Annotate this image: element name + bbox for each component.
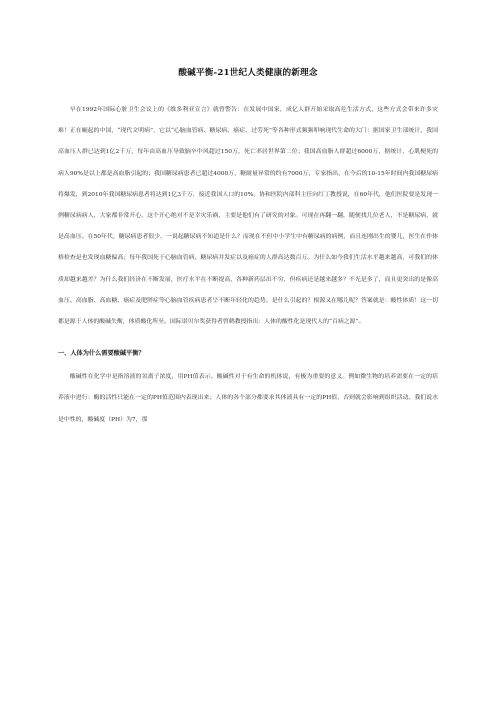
section-paragraph: 酸碱性在化学中是指溶液的氢离子浓度，用PH值表示。酸碱性对于有生命的机体说，有极为重要的意义。例如微生物的培养需要在一定的培养液中进行：酶的活性只能在一定的PH值范围内表现出来；人体的各个部分都要求其体液具有一定的PH值，否则就会影响到组织活动。我们说水是中性的，酸碱度（PH）为7，那 <box>58 374 438 423</box>
section-heading: 一、人体为什么需要酸碱平衡？ <box>58 350 145 358</box>
document-title: 酸碱平衡-21世纪人类健康的新理念 <box>178 68 318 78</box>
intro-paragraph: 早在1992年国际心脏卫生会议上的《维多利亚宣言》就曾警告：在发展中国家，成亿人群开始采取高危生活方式，这些方式会带来许多灾难！正在崛起的中国，“现代文明病”，它以“心脑血管病、糖尿病、癌症、过劳死”等各种形式频频叩响现代生命的大门：据国家卫生部统计，我国高血压人群已达到1亿2千万，每年由高血压导致脑卒中风超过150万，死亡率居世界第二位；我国高血脂人群超过6000万，据统计，心肌梗死的病人90%是以上都是高血脂引起的；我国糖尿病患者已超过4000万，糖耐量异常的约有7000万，专家指出，在今后的10-15年时间内我国糖尿病将爆发，到2010年我国糖尿病患者将达到1亿3千万，接近我国人口的10%。协和医院内部科主任向红丁教授说，在60年代，他们医院要是发现一例糖尿病病人，大家都非常开心，这个开心绝对不是幸灾乐祸，主要是他们有了研究的对象。可现在再翻一翻，随便找几位老人，不是糖尿病，就是高血压。在50年代，糖尿病患者很少，一说起糖尿病不知道是什么？而现在不但中小学生中有糖尿病的病例，而且连刚出生的婴儿，医生在作体格检查是也发现血糖偏高；每年我国死于心脑血管病、糖尿病并发症以及癌症的人群高达数百万。为什么如今我们生活水平越来越高，可我们的体质却越来越差？为什么我们经济在不断发展，医疗水平在不断提高，各种新药层出不穷，但疾病还是越来越多？不光是多了，而且更突出的是像高血压、高血脂、高血糖、癌症及肥胖症等心脑血管疾病患者呈不断年轻化的趋势。是什么引起的？根源又在哪儿呢？答案就是：酸性体质！这一切都是源于人体的酸碱失衡，体质酸化所至。国际诺贝尔奖获得者曾鹤教授指出：人体的酸性化是现代人的“百病之源”。 <box>58 107 438 326</box>
